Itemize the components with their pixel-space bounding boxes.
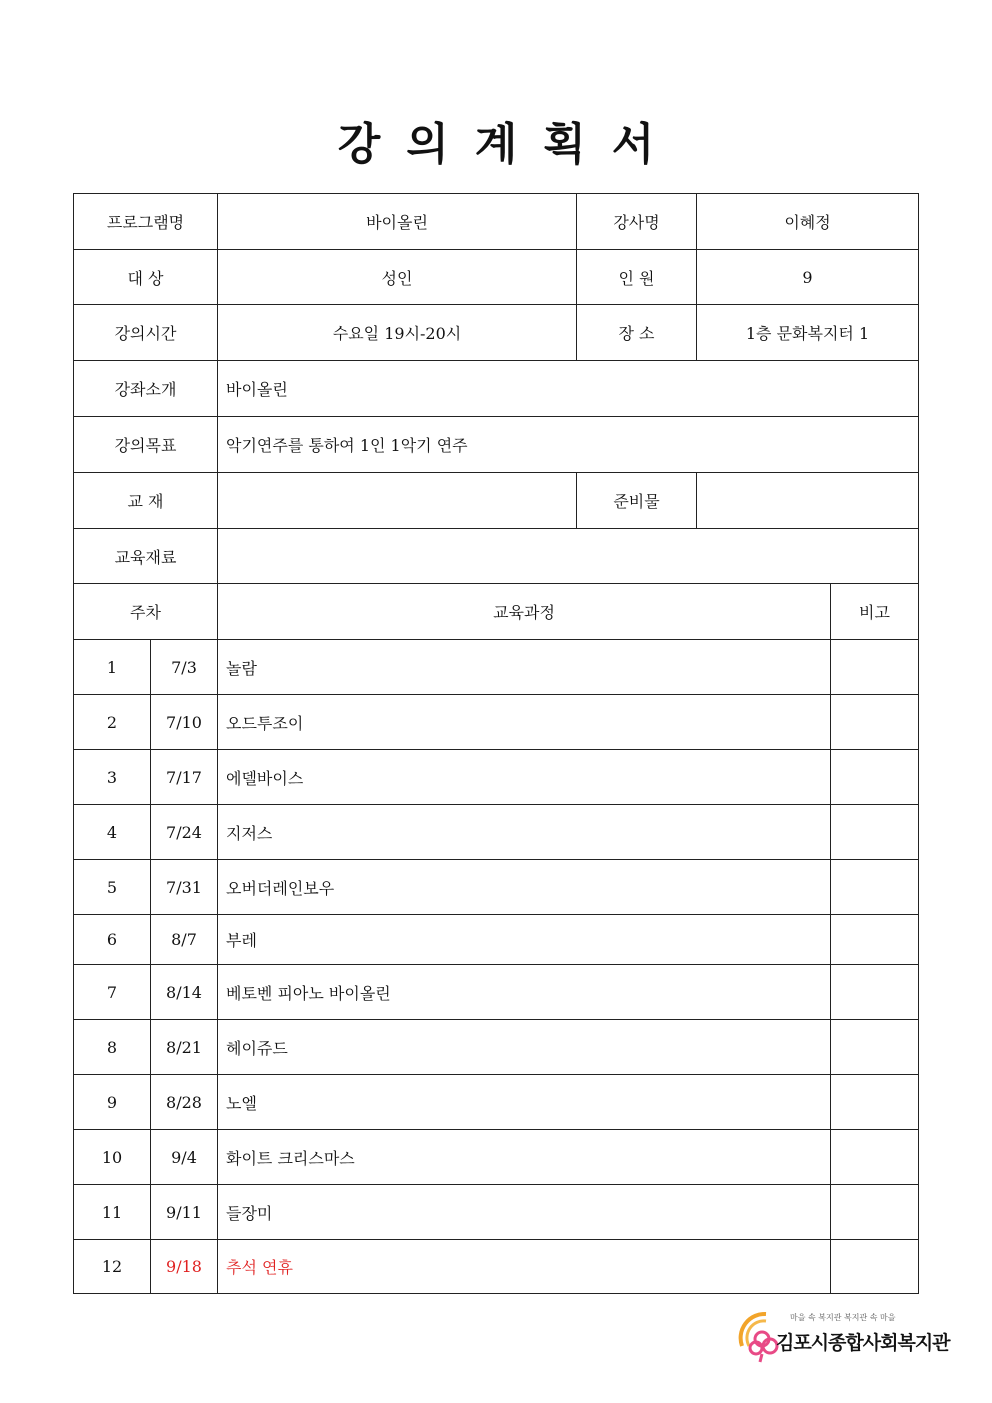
week-date: 9/11 [151,1185,218,1240]
week-note [831,1020,919,1075]
week-content: 지저스 [218,805,831,860]
row-program [74,194,919,250]
schedule-row [74,695,919,750]
week-date: 7/17 [151,750,218,805]
week-number: 8 [74,1020,151,1075]
week-note [831,1075,919,1130]
row-target [74,250,919,305]
week-content: 베토벤 피아노 바이올린 [218,965,831,1020]
week-number: 9 [74,1075,151,1130]
note-header: 비고 [831,584,919,640]
week-number: 2 [74,695,151,750]
week-note [831,640,919,695]
week-note [831,1240,919,1294]
schedule-row [74,965,919,1020]
week-content: 부레 [218,915,831,965]
program-value: 바이올린 [218,194,577,250]
week-date: 8/7 [151,915,218,965]
week-number: 1 [74,640,151,695]
week-content: 들장미 [218,1185,831,1240]
schedule-row [74,915,919,965]
week-content: 노엘 [218,1075,831,1130]
week-header: 주차 [74,584,218,640]
course-header: 교육과정 [218,584,831,640]
schedule-row [74,1185,919,1240]
week-content: 놀람 [218,640,831,695]
week-date: 7/10 [151,695,218,750]
week-number: 5 [74,860,151,915]
week-number: 7 [74,965,151,1020]
target-value: 성인 [218,250,577,305]
schedule-row [74,1075,919,1130]
week-date: 7/3 [151,640,218,695]
instructor-label: 강사명 [577,194,697,250]
supplies-label: 준비물 [577,473,697,529]
materials-label: 교육재료 [74,529,218,584]
week-note [831,965,919,1020]
schedule-row [74,805,919,860]
week-note [831,860,919,915]
time-label: 강의시간 [74,305,218,361]
row-intro [74,361,919,417]
row-time [74,305,919,361]
week-date: 9/18 [151,1240,218,1294]
schedule-row [74,1240,919,1294]
week-content: 추석 연휴 [218,1240,831,1294]
goal-label: 강의목표 [74,417,218,473]
week-date: 9/4 [151,1130,218,1185]
week-content: 헤이쥬드 [218,1020,831,1075]
row-goal [74,417,919,473]
logo-name: 김포시종합사회복지관 [776,1332,950,1354]
week-note [831,805,919,860]
target-label: 대 상 [74,250,218,305]
schedule-row [74,1020,919,1075]
headcount-value: 9 [697,250,919,305]
intro-value: 바이올린 [218,361,919,417]
week-content: 화이트 크리스마스 [218,1130,831,1185]
week-date: 8/14 [151,965,218,1020]
week-note [831,915,919,965]
week-note [831,1130,919,1185]
schedule-row [74,750,919,805]
supplies-value [697,473,919,529]
time-value: 수요일 19시-20시 [218,305,577,361]
row-textbook [74,473,919,529]
week-date: 7/31 [151,860,218,915]
week-note [831,750,919,805]
schedule-row [74,860,919,915]
materials-value [218,529,919,584]
week-number: 3 [74,750,151,805]
instructor-value: 이혜정 [697,194,919,250]
row-materials [74,529,919,584]
week-number: 10 [74,1130,151,1185]
textbook-label: 교 재 [74,473,218,529]
textbook-value [218,473,577,529]
place-value: 1층 문화복지터 1 [697,305,919,361]
week-date: 8/21 [151,1020,218,1075]
schedule-row [74,1130,919,1185]
week-content: 오드투조이 [218,695,831,750]
place-label: 장 소 [577,305,697,361]
week-date: 8/28 [151,1075,218,1130]
welfare-center-logo [736,1306,950,1366]
goal-value: 악기연주를 통하여 1인 1악기 연주 [218,417,919,473]
program-label: 프로그램명 [74,194,218,250]
week-number: 12 [74,1240,151,1294]
page-title: 강의계획서 [337,119,681,170]
week-number: 11 [74,1185,151,1240]
schedule-row [74,640,919,695]
logo-tagline: 마을 속 복지관 복지관 속 마을 [790,1313,896,1322]
lecture-plan-table [73,193,919,1294]
week-number: 6 [74,915,151,965]
headcount-label: 인 원 [577,250,697,305]
week-content: 오버더레인보우 [218,860,831,915]
week-date: 7/24 [151,805,218,860]
week-note [831,695,919,750]
week-content: 에델바이스 [218,750,831,805]
week-number: 4 [74,805,151,860]
week-note [831,1185,919,1240]
schedule-header-row [74,584,919,640]
intro-label: 강좌소개 [74,361,218,417]
